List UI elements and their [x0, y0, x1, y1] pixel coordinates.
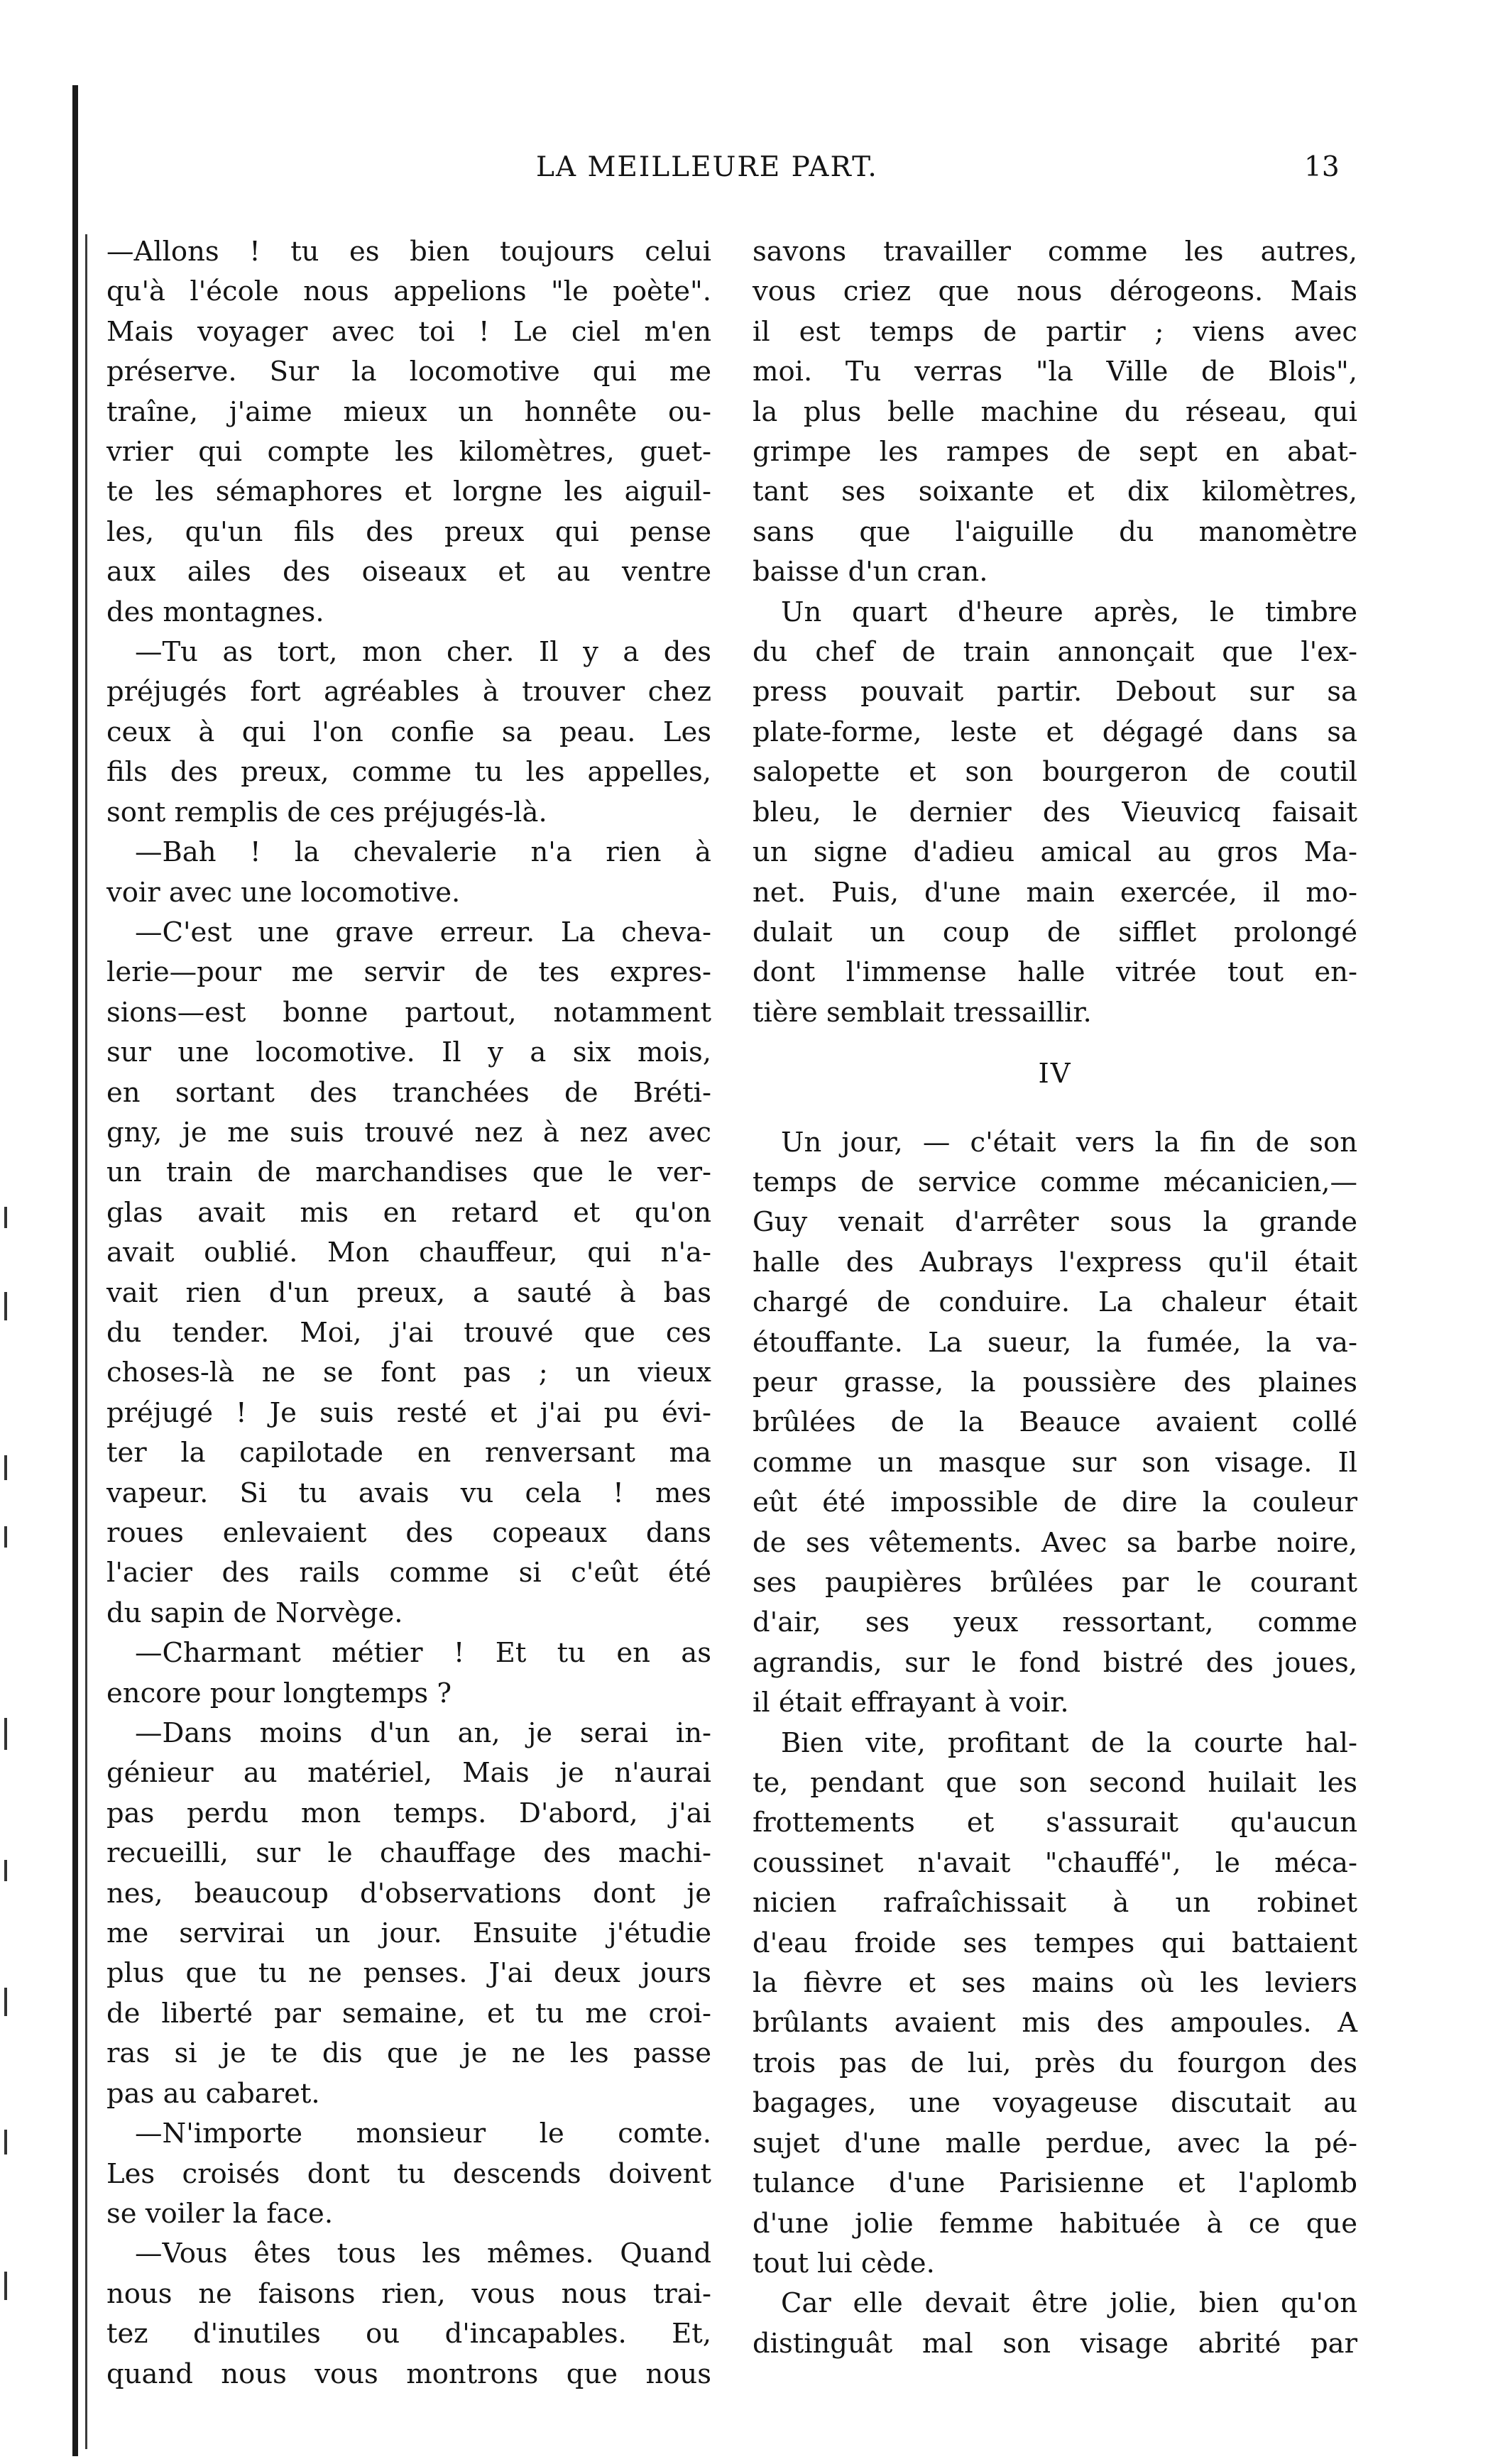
text-line: glas avait mis en retard et qu'on: [106, 1196, 711, 1229]
text-line: —Charmant métier ! Et tu en as: [135, 1637, 711, 1670]
text-line: ter la capilotade en renversant ma: [106, 1437, 711, 1469]
text-line: fils des preux, comme tu les appelles,: [106, 756, 711, 789]
text-line: d'air, ses yeux ressortant, comme: [753, 1606, 1357, 1639]
text-line: peur grasse, la poussière des plaines: [753, 1366, 1357, 1398]
text-line: moi. Tu verras "la Ville de Blois",: [753, 356, 1357, 388]
text-line: étouffante. La sueur, la fumée, la va-: [753, 1326, 1357, 1359]
text-line: Un quart d'heure après, le timbre: [781, 596, 1357, 628]
text-line: se voiler la face.: [106, 2197, 334, 2230]
text-line: recueilli, sur le chauffage des machi-: [106, 1837, 711, 1870]
text-line: d'une jolie femme habituée à ce que: [753, 2207, 1357, 2240]
text-line: d'eau froide ses tempes qui battaient: [753, 1927, 1357, 1959]
text-line: agrandis, sur le fond bistré des joues,: [753, 1646, 1357, 1679]
text-line: frottements et s'assurait qu'aucun: [753, 1807, 1357, 1839]
text-line: les, qu'un fils des preux qui pense: [106, 515, 711, 548]
text-line: grimpe les rampes de sept en abat-: [753, 436, 1357, 469]
text-line: préserve. Sur la locomotive qui me: [106, 356, 711, 388]
scan-margin-marks: [0, 0, 14, 2464]
text-line: la fièvre et ses mains où les leviers: [753, 1967, 1357, 2000]
text-line: vous criez que nous dérogeons. Mais: [753, 275, 1357, 308]
text-line: sans que l'aiguille du manomètre: [753, 515, 1357, 548]
text-line: traîne, j'aime mieux un honnête ou-: [106, 395, 711, 428]
text-line: il est temps de partir ; viens avec: [753, 315, 1357, 348]
text-line: un train de marchandises que le ver-: [106, 1156, 711, 1189]
right-column: [753, 232, 1357, 2364]
text-line: tout lui cède.: [753, 2247, 935, 2279]
text-line: dont l'immense halle vitrée tout en-: [753, 956, 1357, 989]
text-line: aux ailes des oiseaux et au ventre: [106, 556, 711, 588]
section-heading: IV: [1038, 1058, 1072, 1090]
text-line: sions—est bonne partout, notamment: [106, 996, 711, 1029]
text-line: ras si je te dis que je ne les passe: [106, 2037, 711, 2070]
text-line: coussinet n'avait "chauffé", le méca-: [753, 1846, 1357, 1879]
text-line: eût été impossible de dire la couleur: [753, 1486, 1357, 1519]
text-line: de ses vêtements. Avec sa barbe noire,: [753, 1526, 1357, 1559]
text-line: du sapin de Norvège.: [106, 1597, 403, 1629]
text-line: —N'importe monsieur le comte.: [135, 2118, 711, 2150]
text-line: tez d'inutiles ou d'incapables. Et,: [106, 2318, 711, 2350]
text-line: te, pendant que son second huilait les: [753, 1767, 1357, 1800]
text-line: brûlées de la Beauce avaient collé: [753, 1406, 1357, 1439]
text-line: te les sémaphores et lorgne les aiguil-: [106, 476, 711, 508]
text-line: —Tu as tort, mon cher. Il y a des: [135, 636, 711, 669]
text-line: quand nous vous montrons que nous: [106, 2358, 711, 2390]
text-line: press pouvait partir. Debout sur sa: [753, 676, 1357, 708]
text-line: Les croisés dont tu descends doivent: [106, 2157, 711, 2190]
left-column: [106, 232, 711, 2394]
text-line: vait rien d'un preux, a sauté à bas: [106, 1276, 711, 1309]
page-header: [0, 151, 1488, 194]
text-line: trois pas de lui, près du fourgon des: [753, 2047, 1357, 2079]
binding-edge: [72, 85, 78, 2456]
text-line: sujet d'une malle perdue, avec la pé-: [753, 2127, 1357, 2159]
text-line: salopette et son bourgeron de coutil: [753, 756, 1357, 789]
text-line: la plus belle machine du réseau, qui: [753, 395, 1357, 428]
text-line: ceux à qui l'on confie sa peau. Les: [106, 716, 711, 748]
text-line: pas au cabaret.: [106, 2077, 320, 2110]
text-line: plate-forme, leste et dégagé dans sa: [753, 716, 1357, 748]
text-line: avait oublié. Mon chauffeur, qui n'a-: [106, 1237, 711, 1269]
text-line: Mais voyager avec toi ! Le ciel m'en: [106, 315, 711, 348]
text-line: sur une locomotive. Il y a six mois,: [106, 1036, 711, 1069]
text-line: comme un masque sur son visage. Il: [753, 1446, 1357, 1479]
text-line: tière semblait tressaillir.: [753, 996, 1092, 1029]
text-line: sont remplis de ces préjugés-là.: [106, 796, 547, 828]
text-line: ses paupières brûlées par le courant: [753, 1567, 1357, 1599]
text-line: du chef de train annonçait que l'ex-: [753, 636, 1357, 669]
text-line: dulait un coup de sifflet prolongé: [753, 916, 1357, 948]
text-line: Un jour, — c'était vers la fin de son: [781, 1126, 1357, 1159]
text-line: l'acier des rails comme si c'eût été: [106, 1557, 711, 1589]
text-line: Bien vite, profitant de la courte hal-: [781, 1726, 1357, 1759]
text-line: distinguât mal son visage abrité par: [753, 2327, 1357, 2360]
text-line: —Dans moins d'un an, je serai in-: [135, 1717, 711, 1750]
text-line: me servirai un jour. Ensuite j'étudie: [106, 1917, 711, 1950]
text-line: préjugé ! Je suis resté et j'ai pu évi-: [106, 1396, 711, 1429]
text-line: —Bah ! la chevalerie n'a rien à: [135, 836, 711, 869]
text-line: chargé de conduire. La chaleur était: [753, 1286, 1357, 1319]
text-line: voir avec une locomotive.: [106, 876, 461, 909]
text-line: gny, je me suis trouvé nez à nez avec: [106, 1116, 711, 1149]
text-line: bagages, une voyageuse discutait au: [753, 2087, 1357, 2120]
text-line: vapeur. Si tu avais vu cela ! mes: [106, 1477, 711, 1509]
text-line: des montagnes.: [106, 596, 324, 628]
text-line: pas perdu mon temps. D'abord, j'ai: [106, 1797, 711, 1829]
text-line: génieur au matériel, Mais je n'aurai: [106, 1757, 711, 1790]
text-line: brûlants avaient mis des ampoules. A: [753, 2007, 1357, 2039]
text-line: nes, beaucoup d'observations dont je: [106, 1877, 711, 1910]
text-line: halle des Aubrays l'express qu'il était: [753, 1246, 1357, 1278]
text-line: du tender. Moi, j'ai trouvé que ces: [106, 1316, 711, 1349]
running-title: LA MEILLEURE PART.: [536, 151, 878, 183]
text-line: il était effrayant à voir.: [753, 1687, 1069, 1719]
text-line: lerie—pour me servir de tes expres-: [106, 956, 711, 989]
text-line: choses-là ne se font pas ; un vieux: [106, 1357, 711, 1389]
text-line: qu'à l'école nous appelions "le poète".: [106, 275, 711, 308]
text-line: nous ne faisons rien, vous nous trai-: [106, 2277, 711, 2310]
text-line: —Vous êtes tous les mêmes. Quand: [135, 2238, 711, 2270]
text-line: un signe d'adieu amical au gros Ma-: [753, 836, 1357, 869]
text-line: en sortant des tranchées de Bréti-: [106, 1076, 711, 1109]
text-line: encore pour longtemps ?: [106, 1677, 452, 1709]
text-line: baisse d'un cran.: [753, 556, 988, 588]
text-line: nicien rafraîchissait à un robinet: [753, 1887, 1357, 1920]
text-line: savons travailler comme les autres,: [753, 236, 1357, 268]
text-line: de liberté par semaine, et tu me croi-: [106, 1997, 711, 2030]
text-line: tulance d'une Parisienne et l'aplomb: [753, 2167, 1357, 2200]
text-line: temps de service comme mécanicien,—: [753, 1166, 1357, 1198]
text-line: tant ses soixante et dix kilomètres,: [753, 476, 1357, 508]
text-line: —C'est une grave erreur. La cheva-: [135, 916, 711, 948]
text-line: Car elle devait être jolie, bien qu'on: [781, 2287, 1357, 2320]
text-line: Guy venait d'arrêter sous la grande: [753, 1206, 1357, 1239]
text-line: plus que tu ne penses. J'ai deux jours: [106, 1957, 711, 1990]
text-line: bleu, le dernier des Vieuvicq faisait: [753, 796, 1357, 828]
text-line: net. Puis, d'une main exercée, il mo-: [753, 876, 1357, 909]
text-line: préjugés fort agréables à trouver chez: [106, 676, 711, 708]
page-number: 13: [1304, 151, 1340, 183]
text-line: —Allons ! tu es bien toujours celui: [106, 236, 711, 268]
text-line: roues enlevaient des copeaux dans: [106, 1517, 711, 1549]
binding-edge-inner: [85, 234, 87, 2449]
text-line: vrier qui compte les kilomètres, guet-: [106, 436, 711, 469]
